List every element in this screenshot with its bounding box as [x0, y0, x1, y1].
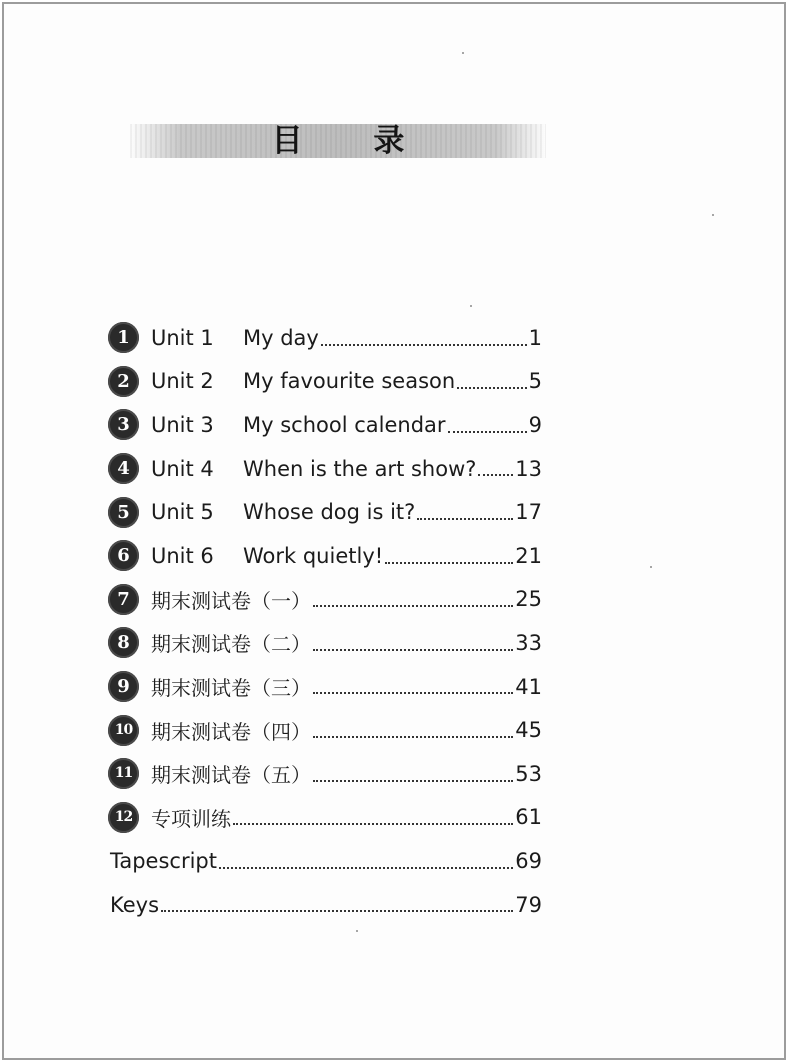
- scan-speck: [650, 566, 652, 568]
- entry-title: 专项训练: [151, 806, 231, 831]
- scan-speck: [470, 305, 472, 307]
- dot-leader: [321, 328, 527, 346]
- page-number: 69: [515, 848, 542, 873]
- number-badge: 12: [108, 802, 139, 833]
- dot-leader: [233, 807, 513, 825]
- entry-title: Keys: [110, 892, 160, 917]
- page-number: 17: [515, 500, 542, 525]
- dot-leader: [313, 589, 513, 607]
- toc-entry-unit-4[interactable]: [108, 447, 542, 491]
- page-number: 33: [515, 630, 542, 655]
- dot-leader: [161, 894, 513, 912]
- dot-leader: [313, 720, 513, 738]
- page-number: 53: [515, 761, 542, 786]
- unit-code: Unit 1: [151, 325, 214, 350]
- entry-title: My favourite season: [243, 369, 456, 394]
- page-number: 61: [515, 805, 542, 830]
- entry-title: 期末测试卷（四）: [151, 719, 311, 744]
- unit-code: Unit 6: [151, 543, 214, 568]
- entry-title: 期末测试卷（五）: [151, 763, 311, 788]
- number-badge: 1: [108, 322, 139, 353]
- dot-leader: [313, 633, 513, 651]
- entry-title: When is the art show?: [243, 456, 477, 481]
- scan-speck: [462, 52, 464, 54]
- number-badge: 3: [108, 409, 139, 440]
- page-number: 1: [528, 325, 542, 350]
- entry-title: 期末测试卷（一）: [151, 588, 311, 613]
- number-badge: 11: [108, 758, 139, 789]
- unit-code: Unit 4: [151, 456, 214, 481]
- number-badge: 8: [108, 627, 139, 658]
- dot-leader: [417, 502, 513, 520]
- dot-leader: [457, 371, 526, 389]
- number-badge: 6: [108, 540, 139, 571]
- dot-leader: [313, 676, 513, 694]
- toc-entry-unit-5[interactable]: [108, 490, 542, 534]
- entry-title: Whose dog is it?: [243, 500, 416, 525]
- number-badge: 2: [108, 366, 139, 397]
- entry-title: Work quietly!: [243, 543, 384, 568]
- number-badge: 10: [108, 715, 139, 746]
- toc-entry-final-test-2[interactable]: [108, 621, 542, 665]
- dot-leader: [448, 415, 527, 433]
- unit-code: Unit 3: [151, 412, 214, 437]
- page-number: 21: [515, 543, 542, 568]
- entry-title: My day: [243, 325, 319, 350]
- dot-leader: [219, 851, 513, 869]
- page-number: 9: [528, 412, 542, 437]
- page-number: 79: [515, 892, 542, 917]
- page-number: 41: [515, 674, 542, 699]
- page-number: 5: [528, 369, 542, 394]
- toc-entry-keys[interactable]: [108, 883, 542, 927]
- entry-title: Tapescript: [110, 848, 217, 873]
- page-number: 45: [515, 718, 542, 743]
- toc-entry-final-test-1[interactable]: [108, 578, 542, 622]
- page-title: 目 录: [271, 123, 435, 159]
- unit-code: Unit 2: [151, 369, 214, 394]
- toc-entry-final-test-5[interactable]: [108, 752, 542, 796]
- toc-entry-tapescript[interactable]: [108, 839, 542, 883]
- page-number: 25: [515, 587, 542, 612]
- number-badge: 9: [108, 671, 139, 702]
- toc-entry-final-test-3[interactable]: [108, 665, 542, 709]
- entry-title: 期末测试卷（三）: [151, 676, 311, 701]
- table-of-contents: [108, 316, 542, 926]
- entry-title: 期末测试卷（二）: [151, 632, 311, 657]
- toc-entry-unit-3[interactable]: [108, 403, 542, 447]
- entry-title: My school calendar: [243, 412, 446, 437]
- number-badge: 4: [108, 453, 139, 484]
- dot-leader: [313, 764, 513, 782]
- number-badge: 5: [108, 497, 139, 528]
- number-badge: 7: [108, 584, 139, 615]
- dot-leader: [385, 546, 513, 564]
- toc-entry-unit-1[interactable]: [108, 316, 542, 360]
- unit-code: Unit 5: [151, 500, 214, 525]
- dot-leader: [478, 458, 513, 476]
- toc-entry-final-test-4[interactable]: [108, 708, 542, 752]
- page-number: 13: [515, 456, 542, 481]
- scan-speck: [712, 214, 714, 216]
- toc-entry-unit-6[interactable]: [108, 534, 542, 578]
- toc-entry-unit-2[interactable]: [108, 360, 542, 404]
- scan-speck: [356, 930, 358, 932]
- toc-entry-special-training[interactable]: [108, 796, 542, 840]
- title-banner: [130, 124, 546, 158]
